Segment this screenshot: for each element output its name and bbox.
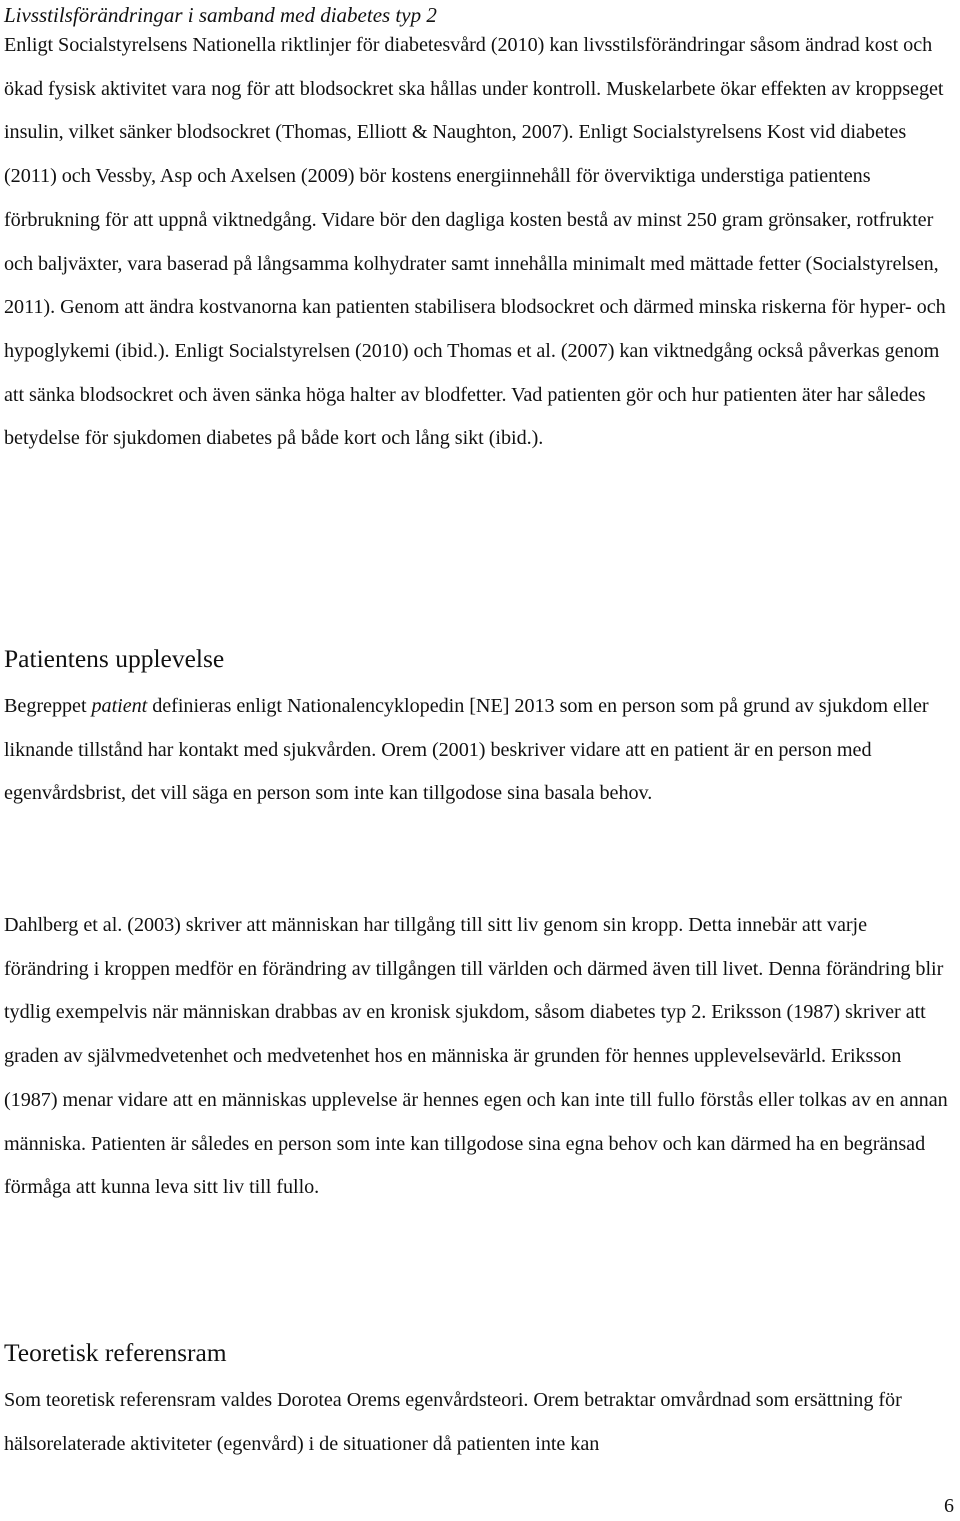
paragraph-patient-definition [4,685,956,816]
section-subheading: Livsstilsförändringar i samband med diabetes typ 2 [4,3,437,27]
paragraph-lifestyle: Enligt Socialstyrelsens Nationella riktlinjer för diabetesvård (2010) kan livsstilsförändringar såsom ändrad kost och ökad fysisk aktivitet vara nog för att blodsockret ska hållas under kontroll. Muskelarbete ökar effekten av kroppseget insulin, vilket sänker blodsockret (Thomas, Elliott & Naughton, 2007). Enligt Socialstyrelsens Kost vid diabetes (2011) och Vessby, Asp och Axelsen (2009) bör kostens energiinnehåll för överviktiga understiga patientens förbrukning för att uppnå viktnedgång. Vidare bör den dagliga kosten bestå av minst 250 gram grönsaker, rotfrukter och baljväxter, vara baserad på långsamma kolhydrater samt innehålla minimalt med mättade fetter (Socialstyrelsen, 2011). Genom att ändra kostvanorna kan patienten stabilisera blodsockret och därmed minska riskerna för hyper- och hypoglykemi (ibid.). Enligt Socialstyrelsen (2010) och Thomas et al. (2007) kan viktnedgång också påverkas genom att sänka blodsockret och även sänka höga halter av blodfetter. Vad patienten gör och hur patienten äter har således betydelse för sjukdomen diabetes på både kort och lång sikt (ibid.). [4,34,946,450]
term-patient: patient [91,695,148,717]
page-number: 6 [944,1495,954,1517]
paragraph-text-start: Begreppet [4,695,92,717]
paragraph-text-end: definieras enligt Nationalencyklopedin [NE] 2013 som en person som på grund av sjukdom eller liknande tillstånd har kontakt med sjukvården. Orem (2001) beskriver vidare att en patient är en person med egenvårdsbrist, det vill säga en person som inte kan tillgodose sina basala behov. [4,695,929,805]
paragraph-orem: Som teoretisk referensram valdes Dorotea Orems egenvårdsteori. Orem betraktar omvårdnad som ersättning för hälsorelaterade aktiviteter (egenvård) i de situationer då patienten inte kan [4,1389,902,1455]
heading-teoretisk-referensram: Teoretisk referensram [4,1338,227,1367]
paragraph-dahlberg: Dahlberg et al. (2003) skriver att människan har tillgång till sitt liv genom sin kropp. Detta innebär att varje förändring i kroppen medför en förändring av tillgången till världen och därmed även till livet. Denna förändring blir tydlig exempelvis när människan drabbas av en kronisk sjukdom, såsom diabetes typ 2. Eriksson (1987) skriver att graden av självmedvetenhet och medvetenhet hos en människa är grunden för hennes upplevelsevärld. Eriksson (1987) menar vidare att en människas upplevelse är hennes egen och kan inte till fullo förstås eller tolkas av en annan människa. Patienten är således en person som inte kan tillgodose sina egna behov och kan därmed ha en begränsad förmåga att kunna leva sitt liv till fullo. [4,914,948,1199]
heading-patientens-upplevelse: Patientens upplevelse [4,644,225,673]
